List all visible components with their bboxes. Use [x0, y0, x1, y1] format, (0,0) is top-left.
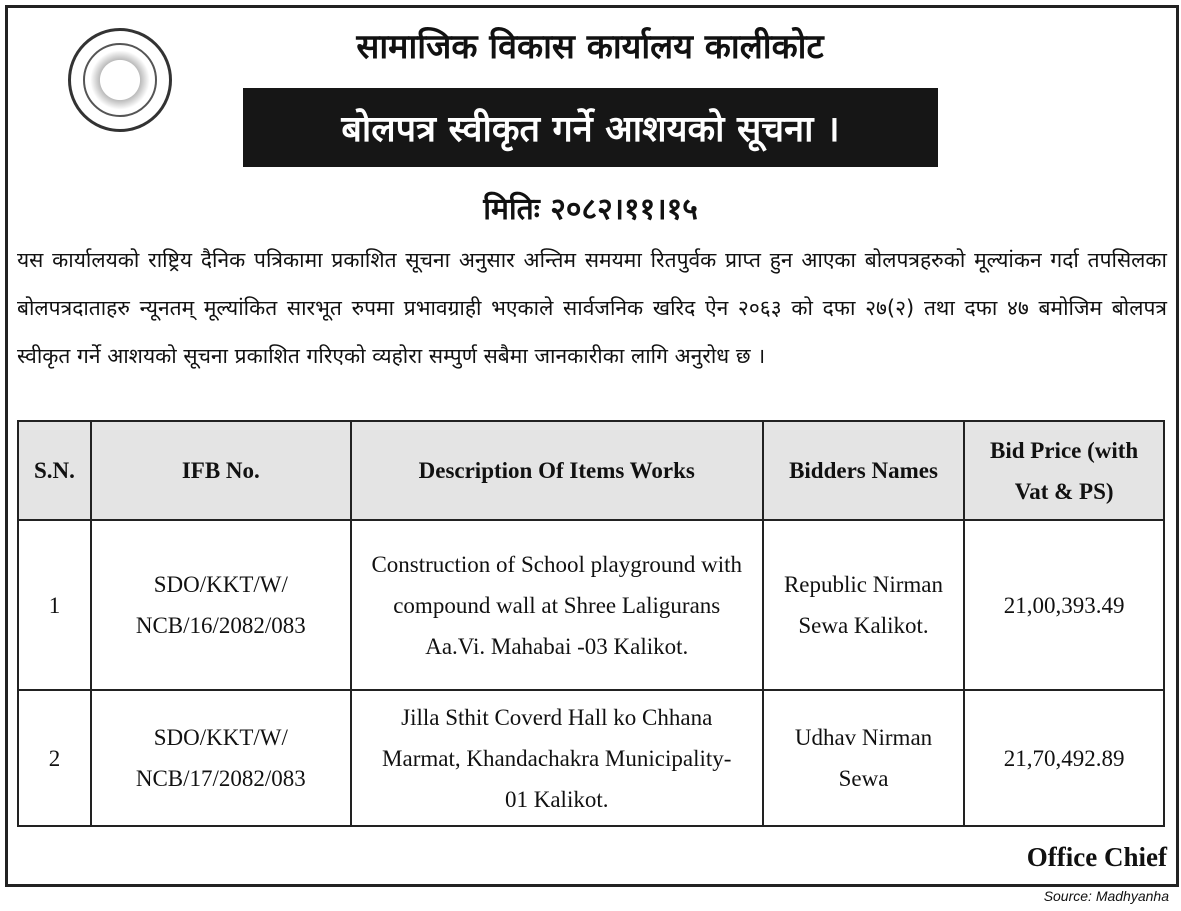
table-row	[18, 690, 1164, 826]
header-description: Description Of Items Works	[351, 421, 763, 520]
notice-body: यस कार्यालयको राष्ट्रिय दैनिक पत्रिकामा प्रकाशित सूचना अनुसार अन्तिम समयमा रितपुर्वक प्राप्त हुन आएका बोलपत्रहरुको मूल्यांकन गर्दा तपसिलका बोलपत्रदाताहरु न्यूनतम् मूल्यांकित सारभूत रुपमा प्रभावग्राही भएकाले सार्वजनिक खरिद ऐन २०६३ को दफा २७(२) तथा दफा ४७ बमोजिम बोलपत्र स्वीकृत गर्ने आशयको सूचना प्रकाशित गरिएको व्यहोरा सम्पुर्ण सबैमा जानकारीका लागि अनुरोध छ ।	[17, 248, 1167, 368]
table-header-row	[18, 421, 1164, 520]
cell-bidder: Udhav Nirman Sewa	[763, 690, 965, 826]
header-ifb: IFB No.	[91, 421, 351, 520]
signature-office-chief: Office Chief	[1026, 842, 1167, 872]
header-bidders: Bidders Names	[763, 421, 965, 520]
source-credit: Source: Madhyanha	[1043, 888, 1169, 904]
cell-ifb: SDO/KKT/W/ NCB/17/2082/083	[91, 690, 351, 826]
government-emblem-logo	[68, 28, 172, 132]
header-bid-price: Bid Price (with Vat & PS)	[964, 421, 1164, 520]
cell-bidder: Republic Nirman Sewa Kalikot.	[763, 520, 965, 690]
header-sn: S.N.	[18, 421, 91, 520]
bid-table	[17, 420, 1165, 827]
cell-price: 21,70,492.89	[964, 690, 1164, 826]
cell-description: Jilla Sthit Coverd Hall ko Chhana Marmat, Khandachakra Municipality-01 Kalikot.	[351, 690, 763, 826]
cell-sn: 1	[18, 520, 91, 690]
office-name: सामाजिक विकास कार्यालय कालीकोट	[356, 27, 824, 67]
cell-description: Construction of School playground with compound wall at Shree Laligurans Aa.Vi. Mahabai -03 Kalikot.	[351, 520, 763, 690]
table-row	[18, 520, 1164, 690]
cell-price: 21,00,393.49	[964, 520, 1164, 690]
notice-title: बोलपत्र स्वीकृत गर्ने आशयको सूचना ।	[243, 88, 938, 167]
notice-date: मितिः २०८२।११।१५	[483, 192, 698, 227]
cell-sn: 2	[18, 690, 91, 826]
cell-ifb: SDO/KKT/W/ NCB/16/2082/083	[91, 520, 351, 690]
